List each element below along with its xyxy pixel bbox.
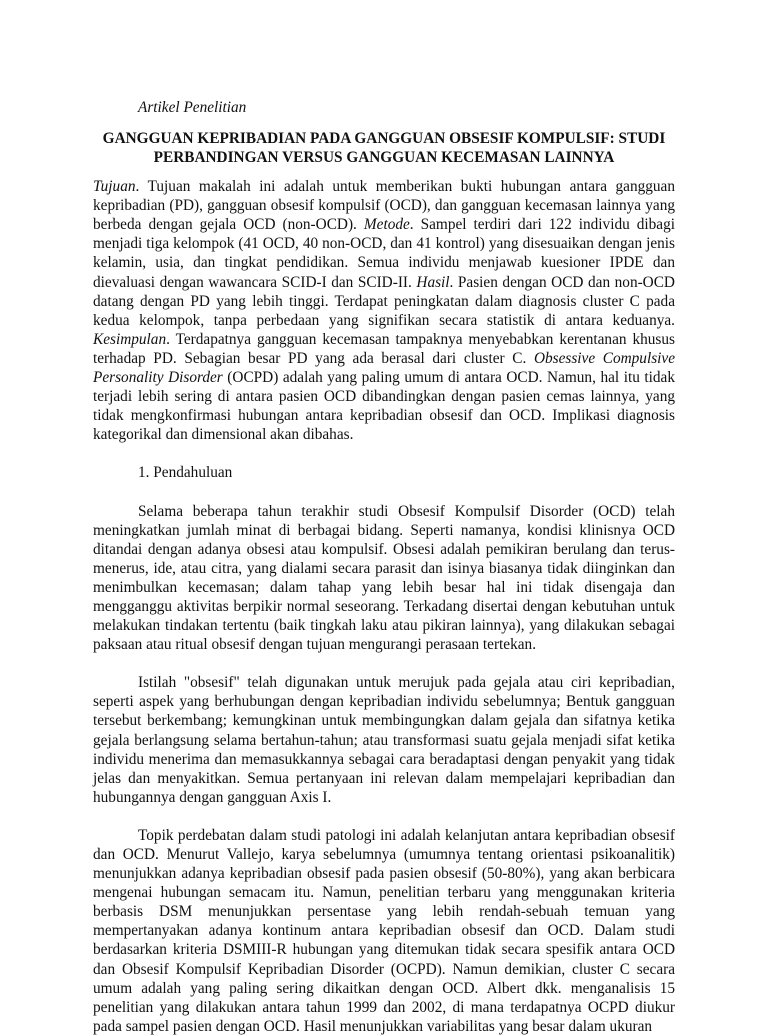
body-paragraph-1: Selama beberapa tahun terakhir studi Obsesif Kompulsif Disorder (OCD) telah meningkatkan jumlah minat di berbagai bidang. Seperti namanya, kondisi klinisnya OCD ditandai dengan adanya obsesi atau kompulsif. Obsesi adalah pemikiran berulang dan terus-menerus, ide, atau citra, yang dialami secara parasit dan isinya biasanya tidak diinginkan dan menimbulkan kecemasan; dalam tahap yang lebih besar hal ini tidak disengaja dan mengganggu aktivitas berpikir normal seseorang. Terkadang disertai dengan kebutuhan untuk melakukan tindakan tertentu (baik tingkah laku atau pikiran lainnya), yang dilakukan sebagai paksaan atau ritual obsesif dengan tujuan mengurangi perasaan tertekan.: [93, 502, 675, 654]
article-title-line-2: PERBANDINGAN VERSUS GANGGUAN KECEMASAN LAINNYA: [153, 149, 615, 167]
article-label: Artikel Penelitian: [138, 99, 247, 116]
article-title-line-1: GANGGUAN KEPRIBADIAN PADA GANGGUAN OBSESIF KOMPULSIF: STUDI: [102, 130, 666, 148]
abstract-metode-text: . Sampel terdiri dari 122 individu dibagi menjadi tiga kelompok (41 OCD, 40 non-OCD, dan 41 kontrol) yang disesuaikan dengan jenis kelamin, usia, dan tingkat pendidikan. Semua individu menjawab kuesioner IPDE dan dievaluasi dengan wawancara SCID-I dan SCID-II.: [93, 216, 675, 291]
body-paragraph-2: Istilah "obsesif" telah digunakan untuk merujuk pada gejala atau ciri kepribadian, seperti aspek yang berhubungan dengan kepribadian individu sebelumnya; Bentuk gangguan tersebut berkembang; kemungkinan untuk membingungkan dalam gejala dan sifatnya ketika gejala berlangsung selama bertahun-tahun; atau transformasi suatu gejala menjadi sifat ketika individu menerima dan memasukkannya sebagai cara beradaptasi dengan penyakit yang tidak jelas dan menyakitkan. Semua pertanyaan ini relevan dalam mempelajari kepribadian dan hubungannya dengan gangguan Axis I.: [93, 674, 675, 806]
abstract-ocpd-term: Obsessive Compulsive Personality Disorder: [93, 349, 675, 387]
section-heading: 1. Pendahuluan: [138, 464, 233, 482]
abstract-closing-text: (OCPD) adalah yang paling umum di antara OCD. Namun, hal itu tidak terjadi lebih sering di antara pasien OCD dibandingkan dengan pasien cemas lainnya, yang tidak mengkonfirmasi hubungan antara kepribadian obsesif dan OCD. Implikasi diagnosis kategorikal dan dimensional akan dibahas.: [93, 369, 675, 444]
document-page: [93, 98, 675, 1036]
body-paragraph-3: Topik perdebatan dalam studi patologi ini adalah kelanjutan antara kepribadian obsesif dan OCD. Menurut Vallejo, karya sebelumnya (umumnya tentang orientasi psikoanalitik) menunjukkan adanya kepribadian obsesif pada pasien obsesif (50-80%), yang akan berbicara mengenai hubungan semacam itu. Namun, penelitian terbaru yang menggunakan kriteria berbasis DSM menunjukkan persentase yang lebih rendah-sebuah temuan yang mempertanyakan adanya kontinum antara kepribadian obsesif dan OCD. Dalam studi berdasarkan kriteria DSMIII-R hubungan yang ditemukan tidak secara spesifik antara OCD dan Obsesif Kompulsif Kepribadian Disorder (OCPD). Namun demikian, cluster C secara umum adalah yang paling sering dikaitkan dengan OCD. Albert dkk. menganalisis 15 penelitian yang dilakukan antara tahun 1999 dan 2002, di mana terdapatnya OCPD diukur pada sampel pasien dengan OCD. Hasil menunjukkan variabilitas yang besar dalam ukuran: [93, 826, 675, 1035]
abstract-tujuan-label: Tujuan: [93, 178, 136, 196]
abstract-kesimpulan-label: Kesimpulan: [93, 330, 167, 348]
abstract-hasil-text: . Pasien dengan OCD dan non-OCD datang dengan PD yang lebih tinggi. Terdapat peningkatan dalam diagnosis cluster C pada kedua kelompok, tanpa perbedaan yang signifikan secara statistik di antara keduanya.: [93, 273, 675, 329]
abstract-tujuan-text: . Tujuan makalah ini adalah untuk memberikan bukti hubungan antara gangguan kepribadian (PD), gangguan obsesif kompulsif (OCD), dan gangguan kecemasan lainnya yang berbeda dengan gejala OCD (non-OCD).: [93, 178, 675, 234]
abstract-hasil-label: Hasil: [416, 273, 450, 291]
abstract-metode-label: Metode: [363, 216, 410, 234]
abstract-kesimpulan-text: . Terdapatnya gangguan kecemasan tampaknya menyebabkan kerentanan khusus terhadap PD. Sebagian besar PD yang ada berasal dari cluster C.: [93, 330, 675, 367]
article-title: [93, 129, 675, 167]
abstract: [93, 177, 675, 444]
